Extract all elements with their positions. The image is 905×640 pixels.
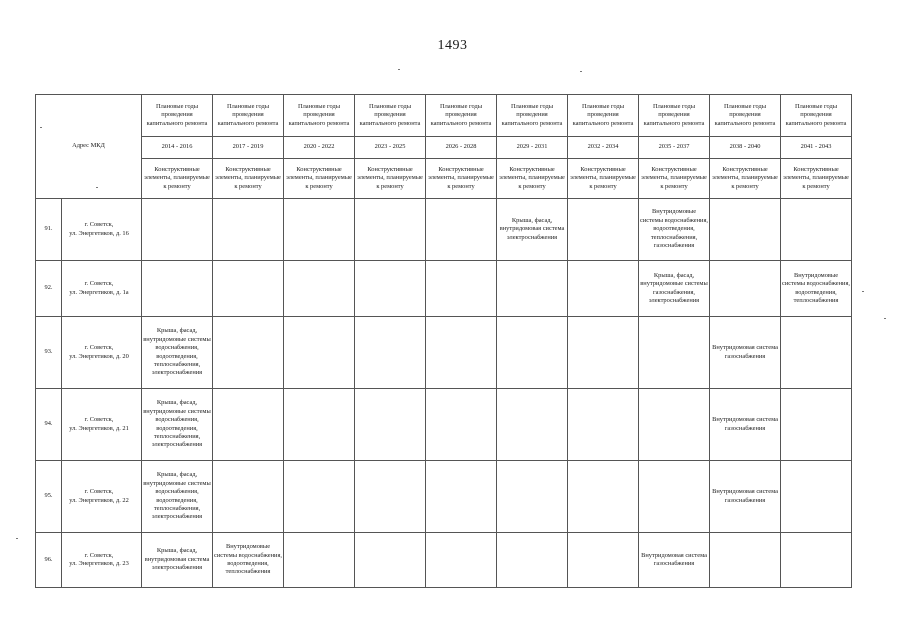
row-address (62, 199, 142, 261)
repair-cell (639, 317, 710, 389)
repair-cell (497, 389, 568, 461)
repair-cell (426, 389, 497, 461)
period-header: 2035 - 2037 (639, 137, 710, 159)
address-street: ул. Энергетиков, д. 23 (69, 560, 129, 567)
elements-header: Конструктивные элементы, планируемые к ремонту (710, 159, 781, 199)
repair-cell (213, 199, 284, 261)
scan-speck (40, 127, 42, 128)
repair-cell (284, 199, 355, 261)
address-street: ул. Энергетиков, д. 21 (69, 424, 129, 432)
row-number: 96. (36, 533, 62, 588)
address-city: г. Советск, (84, 416, 114, 424)
repair-cell (639, 389, 710, 461)
table-row (36, 317, 852, 389)
period-header: 2023 - 2025 (355, 137, 426, 159)
repair-cell (426, 461, 497, 533)
table-row (36, 199, 852, 261)
repair-cell (781, 317, 852, 389)
period-header: 2020 - 2022 (284, 137, 355, 159)
column-title: Плановые годы проведения капитального ремонта (639, 95, 710, 137)
repair-cell (142, 199, 213, 261)
repair-cell (426, 261, 497, 317)
repair-cell (781, 389, 852, 461)
elements-header: Конструктивные элементы, планируемые к ремонту (142, 159, 213, 199)
repair-cell: Крыша, фасад, внутридомовая система электроснабжения (497, 199, 568, 261)
scan-speck (16, 538, 18, 539)
capital-repair-table (35, 94, 852, 588)
column-title: Плановые годы проведения капитального ремонта (710, 95, 781, 137)
repair-cell (355, 461, 426, 533)
repair-cell (497, 533, 568, 588)
scan-speck (862, 291, 864, 292)
elements-header: Конструктивные элементы, планируемые к ремонту (355, 159, 426, 199)
repair-cell (426, 199, 497, 261)
repair-cell (355, 389, 426, 461)
period-header: 2032 - 2034 (568, 137, 639, 159)
row-address (62, 261, 142, 317)
period-header: 2041 - 2043 (781, 137, 852, 159)
repair-cell (568, 533, 639, 588)
elements-header: Конструктивные элементы, планируемые к ремонту (284, 159, 355, 199)
address-street: ул. Энергетиков, д. 20 (69, 352, 129, 360)
table-row (36, 533, 852, 588)
repair-cell (568, 261, 639, 317)
address-city: г. Советск, (84, 344, 114, 352)
repair-cell (284, 261, 355, 317)
repair-cell (355, 261, 426, 317)
row-number: 91. (36, 199, 62, 261)
row-address (62, 389, 142, 461)
repair-cell (355, 199, 426, 261)
period-header: 2026 - 2028 (426, 137, 497, 159)
repair-cell (284, 461, 355, 533)
column-title: Плановые годы проведения капитального ремонта (213, 95, 284, 137)
row-number: 94. (36, 389, 62, 461)
table-row (36, 389, 852, 461)
elements-header: Конструктивные элементы, планируемые к ремонту (781, 159, 852, 199)
address-street: ул. Энергетиков, д. 16 (69, 229, 129, 237)
column-title: Плановые годы проведения капитального ремонта (568, 95, 639, 137)
repair-cell (497, 317, 568, 389)
table-row (36, 461, 852, 533)
scan-speck (580, 71, 582, 72)
repair-cell (568, 317, 639, 389)
repair-cell (284, 317, 355, 389)
column-title: Плановые годы проведения капитального ремонта (781, 95, 852, 137)
elements-header: Конструктивные элементы, планируемые к ремонту (497, 159, 568, 199)
column-title: Плановые годы проведения капитального ремонта (497, 95, 568, 137)
address-city: г. Советск, (84, 221, 114, 229)
repair-cell (497, 461, 568, 533)
repair-cell: Крыша, фасад, внутридомовые системы водоснабжения, водоотведения, теплоснабжения, электроснабжения (142, 317, 213, 389)
address-city: г. Советск, (84, 280, 114, 288)
elements-header: Конструктивные элементы, планируемые к ремонту (213, 159, 284, 199)
repair-cell (710, 533, 781, 588)
address-city: г. Советск, (84, 551, 114, 559)
repair-cell (639, 461, 710, 533)
column-title: Плановые годы проведения капитального ремонта (284, 95, 355, 137)
repair-cell (213, 389, 284, 461)
row-number: 93. (36, 317, 62, 389)
repair-cell (710, 199, 781, 261)
column-title: Плановые годы проведения капитального ремонта (426, 95, 497, 137)
repair-cell: Внутридомовая система газоснабжения (639, 533, 710, 588)
repair-cell (426, 533, 497, 588)
page-number: 1493 (437, 38, 468, 53)
scan-speck (96, 187, 98, 188)
repair-cell (497, 261, 568, 317)
repair-cell (568, 199, 639, 261)
column-title: Плановые годы проведения капитального ремонта (355, 95, 426, 137)
column-title: Плановые годы проведения капитального ремонта (142, 95, 213, 137)
repair-cell (781, 461, 852, 533)
repair-cell (284, 389, 355, 461)
row-address (62, 461, 142, 533)
row-number: 95. (36, 461, 62, 533)
address-street: ул. Энергетиков, д. 1а (69, 288, 129, 296)
repair-cell (568, 461, 639, 533)
repair-cell: Внутридомовые системы водоснабжения, водоотведения, теплоснабжения (213, 533, 284, 588)
elements-header: Конструктивные элементы, планируемые к ремонту (568, 159, 639, 199)
scan-speck (398, 69, 400, 70)
repair-cell: Крыша, фасад, внутридомовые системы водоснабжения, водоотведения, теплоснабжения, электроснабжения (142, 461, 213, 533)
period-header: 2017 - 2019 (213, 137, 284, 159)
address-street: ул. Энергетиков, д. 22 (69, 496, 129, 504)
period-header: 2038 - 2040 (710, 137, 781, 159)
table-body (36, 95, 852, 588)
repair-cell (142, 261, 213, 317)
repair-cell (568, 389, 639, 461)
scan-speck (884, 318, 886, 319)
repair-cell (213, 261, 284, 317)
repair-cell (213, 461, 284, 533)
table-row (36, 261, 852, 317)
repair-cell: Крыша, фасад, внутридомовые системы водоснабжения, водоотведения, теплоснабжения, электроснабжения (142, 389, 213, 461)
repair-cell: Внутридомовые системы водоснабжения, водоотведения, теплоснабжения (781, 261, 852, 317)
row-number: 92. (36, 261, 62, 317)
address-city: г. Советск, (84, 488, 114, 496)
repair-cell: Крыша, фасад, внутридомовые системы газоснабжения, электроснабжения (639, 261, 710, 317)
period-header: 2029 - 2031 (497, 137, 568, 159)
row-address (62, 533, 142, 588)
repair-cell: Внутридомовая система газоснабжения (710, 317, 781, 389)
repair-cell (213, 317, 284, 389)
repair-cell: Крыша, фасад, внутридомовая система электроснабжения (142, 533, 213, 588)
period-header: 2014 - 2016 (142, 137, 213, 159)
repair-cell (426, 317, 497, 389)
address-header: Адрес МКД (36, 95, 142, 199)
row-address (62, 317, 142, 389)
elements-header: Конструктивные элементы, планируемые к ремонту (639, 159, 710, 199)
repair-cell (355, 317, 426, 389)
repair-cell (355, 533, 426, 588)
repair-cell: Внутридомовая система газоснабжения (710, 389, 781, 461)
repair-cell (710, 261, 781, 317)
repair-cell: Внутридомовая система газоснабжения (710, 461, 781, 533)
repair-cell (781, 533, 852, 588)
elements-header: Конструктивные элементы, планируемые к ремонту (426, 159, 497, 199)
repair-cell (284, 533, 355, 588)
repair-cell (781, 199, 852, 261)
repair-cell: Внутридомовые системы водоснабжения, водоотведения, теплоснабжения, газоснабжения (639, 199, 710, 261)
